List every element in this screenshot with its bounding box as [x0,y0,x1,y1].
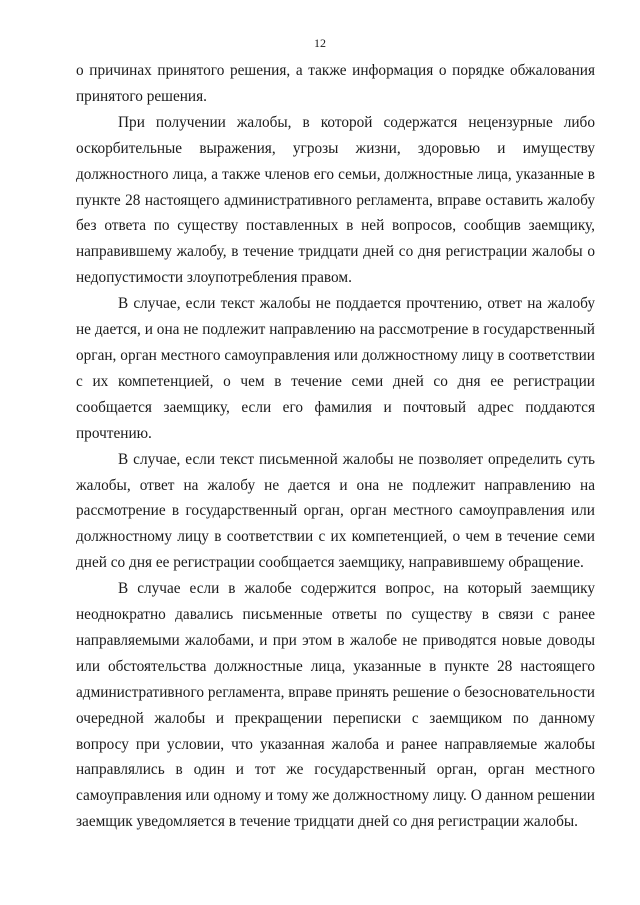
paragraph-undefined-essence: В случае, если текст письменной жалобы не позволяет определить суть жалобы, ответ на жалобу не дается и она не подлежит направлению на рассмотрение в государственный орган, орган местного самоуправления или должностному лицу в соответствии с их компетенцией, о чем в течение семи дней со дня ее регистрации сообщается заемщику, направившему обращение. [76,450,595,572]
paragraph-obscene-complaint: При получении жалобы, в которой содержатся нецензурные либо оскорбительные выражения, угрозы жизни, здоровью и имуществу должностного лица, а также членов его семьи, должностные лица, указанные в пункте 28 настоящего административного регламента, вправе оставить жалобу без ответа по существу поставленных в ней вопросов, сообщив заемщику, направившему жалобу, в течение тридцати дней со дня регистрации жалобы о недопустимости злоупотребления правом. [76,113,595,287]
paragraph-repeated-question: В случае если в жалобе содержится вопрос, на который заемщику неоднократно давались письменные ответы по существу в связи с ранее направляемыми жалобами, и при этом в жалобе не приводятся новые доводы или обстоятельства должностные лица, указанные в пункте 28 настоящего административного регламента, вправе принять решение о безосновательности очередной жалобы и прекращении переписки с заемщиком по данному вопросу при условии, что указанная жалоба и ранее направляемые жалобы направлялись в один и тот же государственный орган, орган местного самоуправления или одному и тому же должностному лицу. О данном решении заемщик уведомляется в течение тридцати дней со дня регистрации жалобы. [76,580,595,831]
page-number: 12 [314,36,326,50]
paragraph-unreadable-complaint: В случае, если текст жалобы не поддается прочтению, ответ на жалобу не дается, и она не подлежит направлению на рассмотрение в государственный орган, орган местного самоуправления или должностному лицу в соответствии с их компетенцией, о чем в течение семи дней со дня ее регистрации сообщается заемщику, если его фамилия и почтовый адрес поддаются прочтению. [76,295,595,442]
document-body [76,58,595,835]
paragraph-continuation: о причинах принятого решения, а также информация о порядке обжалования принятого решения. [76,62,595,105]
